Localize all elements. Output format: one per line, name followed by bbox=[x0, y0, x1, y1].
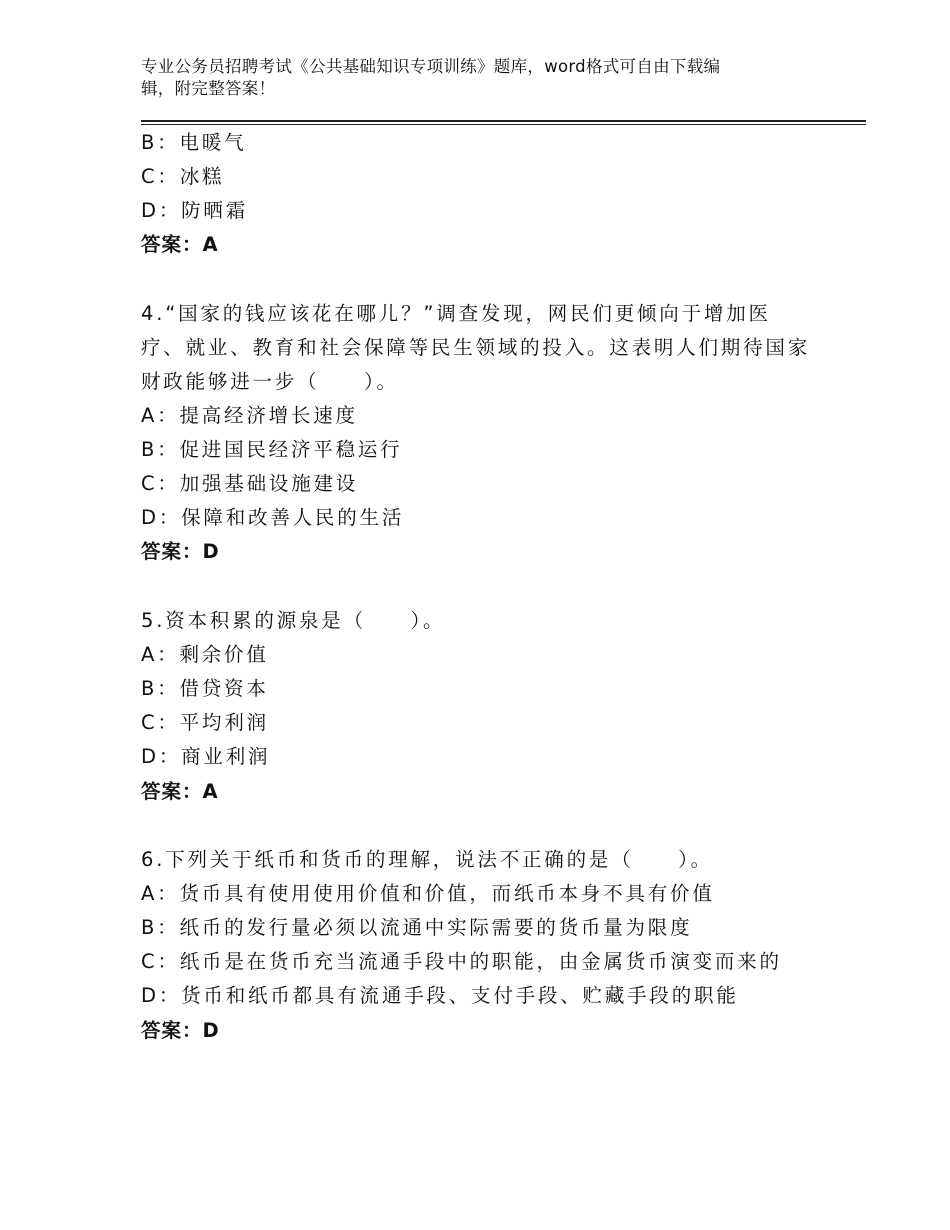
header-divider-thin bbox=[141, 124, 866, 125]
q6-option-c: C：纸币是在货币充当流通手段中的职能，由金属货币演变而来的 bbox=[141, 950, 782, 973]
q6-option-a: A：货币具有使用使用价值和价值，而纸币本身不具有价值 bbox=[141, 882, 715, 905]
q4-option-b: B：促进国民经济平稳运行 bbox=[141, 438, 403, 461]
q5-stem: 5.资本积累的源泉是（ ）。 bbox=[141, 609, 446, 632]
prev-answer: 答案：A bbox=[141, 233, 219, 256]
q6-answer: 答案：D bbox=[141, 1019, 220, 1042]
document-header bbox=[141, 56, 791, 100]
q5-option-d: D：商业利润 bbox=[141, 745, 271, 768]
q4-stem-line-1: 4.“国家的钱应该花在哪儿？”调查发现，网民们更倾向于增加医 bbox=[141, 302, 771, 325]
prev-option-c: C：冰糕 bbox=[141, 165, 225, 188]
q4-stem-line-2: 疗、就业、教育和社会保障等民生领域的投入。这表明人们期待国家 bbox=[141, 336, 811, 359]
header-line-1: 专业公务员招聘考试《公共基础知识专项训练》题库，word格式可自由下载编 bbox=[141, 57, 721, 76]
q6-option-b: B：纸币的发行量必须以流通中实际需要的货币量为限度 bbox=[141, 916, 693, 939]
prev-option-d: D：防晒霜 bbox=[141, 199, 249, 222]
q4-option-c: C：加强基础设施建设 bbox=[141, 472, 359, 495]
prev-option-b: B：电暖气 bbox=[141, 131, 247, 154]
q5-option-c: C：平均利润 bbox=[141, 711, 269, 734]
header-divider-thick bbox=[141, 120, 866, 122]
q4-option-a: A：提高经济增长速度 bbox=[141, 404, 358, 427]
q4-answer: 答案：D bbox=[141, 540, 220, 563]
header-line-2: 辑，附完整答案！ bbox=[141, 79, 276, 98]
q5-answer: 答案：A bbox=[141, 780, 219, 803]
q5-option-a: A：剩余价值 bbox=[141, 643, 269, 666]
q4-option-d: D：保障和改善人民的生活 bbox=[141, 506, 405, 529]
q6-stem: 6.下列关于纸币和货币的理解，说法不正确的是（ ）。 bbox=[141, 848, 713, 871]
q5-option-b: B：借贷资本 bbox=[141, 677, 269, 700]
q6-option-d: D：货币和纸币都具有流通手段、支付手段、贮藏手段的职能 bbox=[141, 984, 739, 1007]
q4-stem-line-3: 财政能够进一步（ ）。 bbox=[141, 370, 399, 393]
